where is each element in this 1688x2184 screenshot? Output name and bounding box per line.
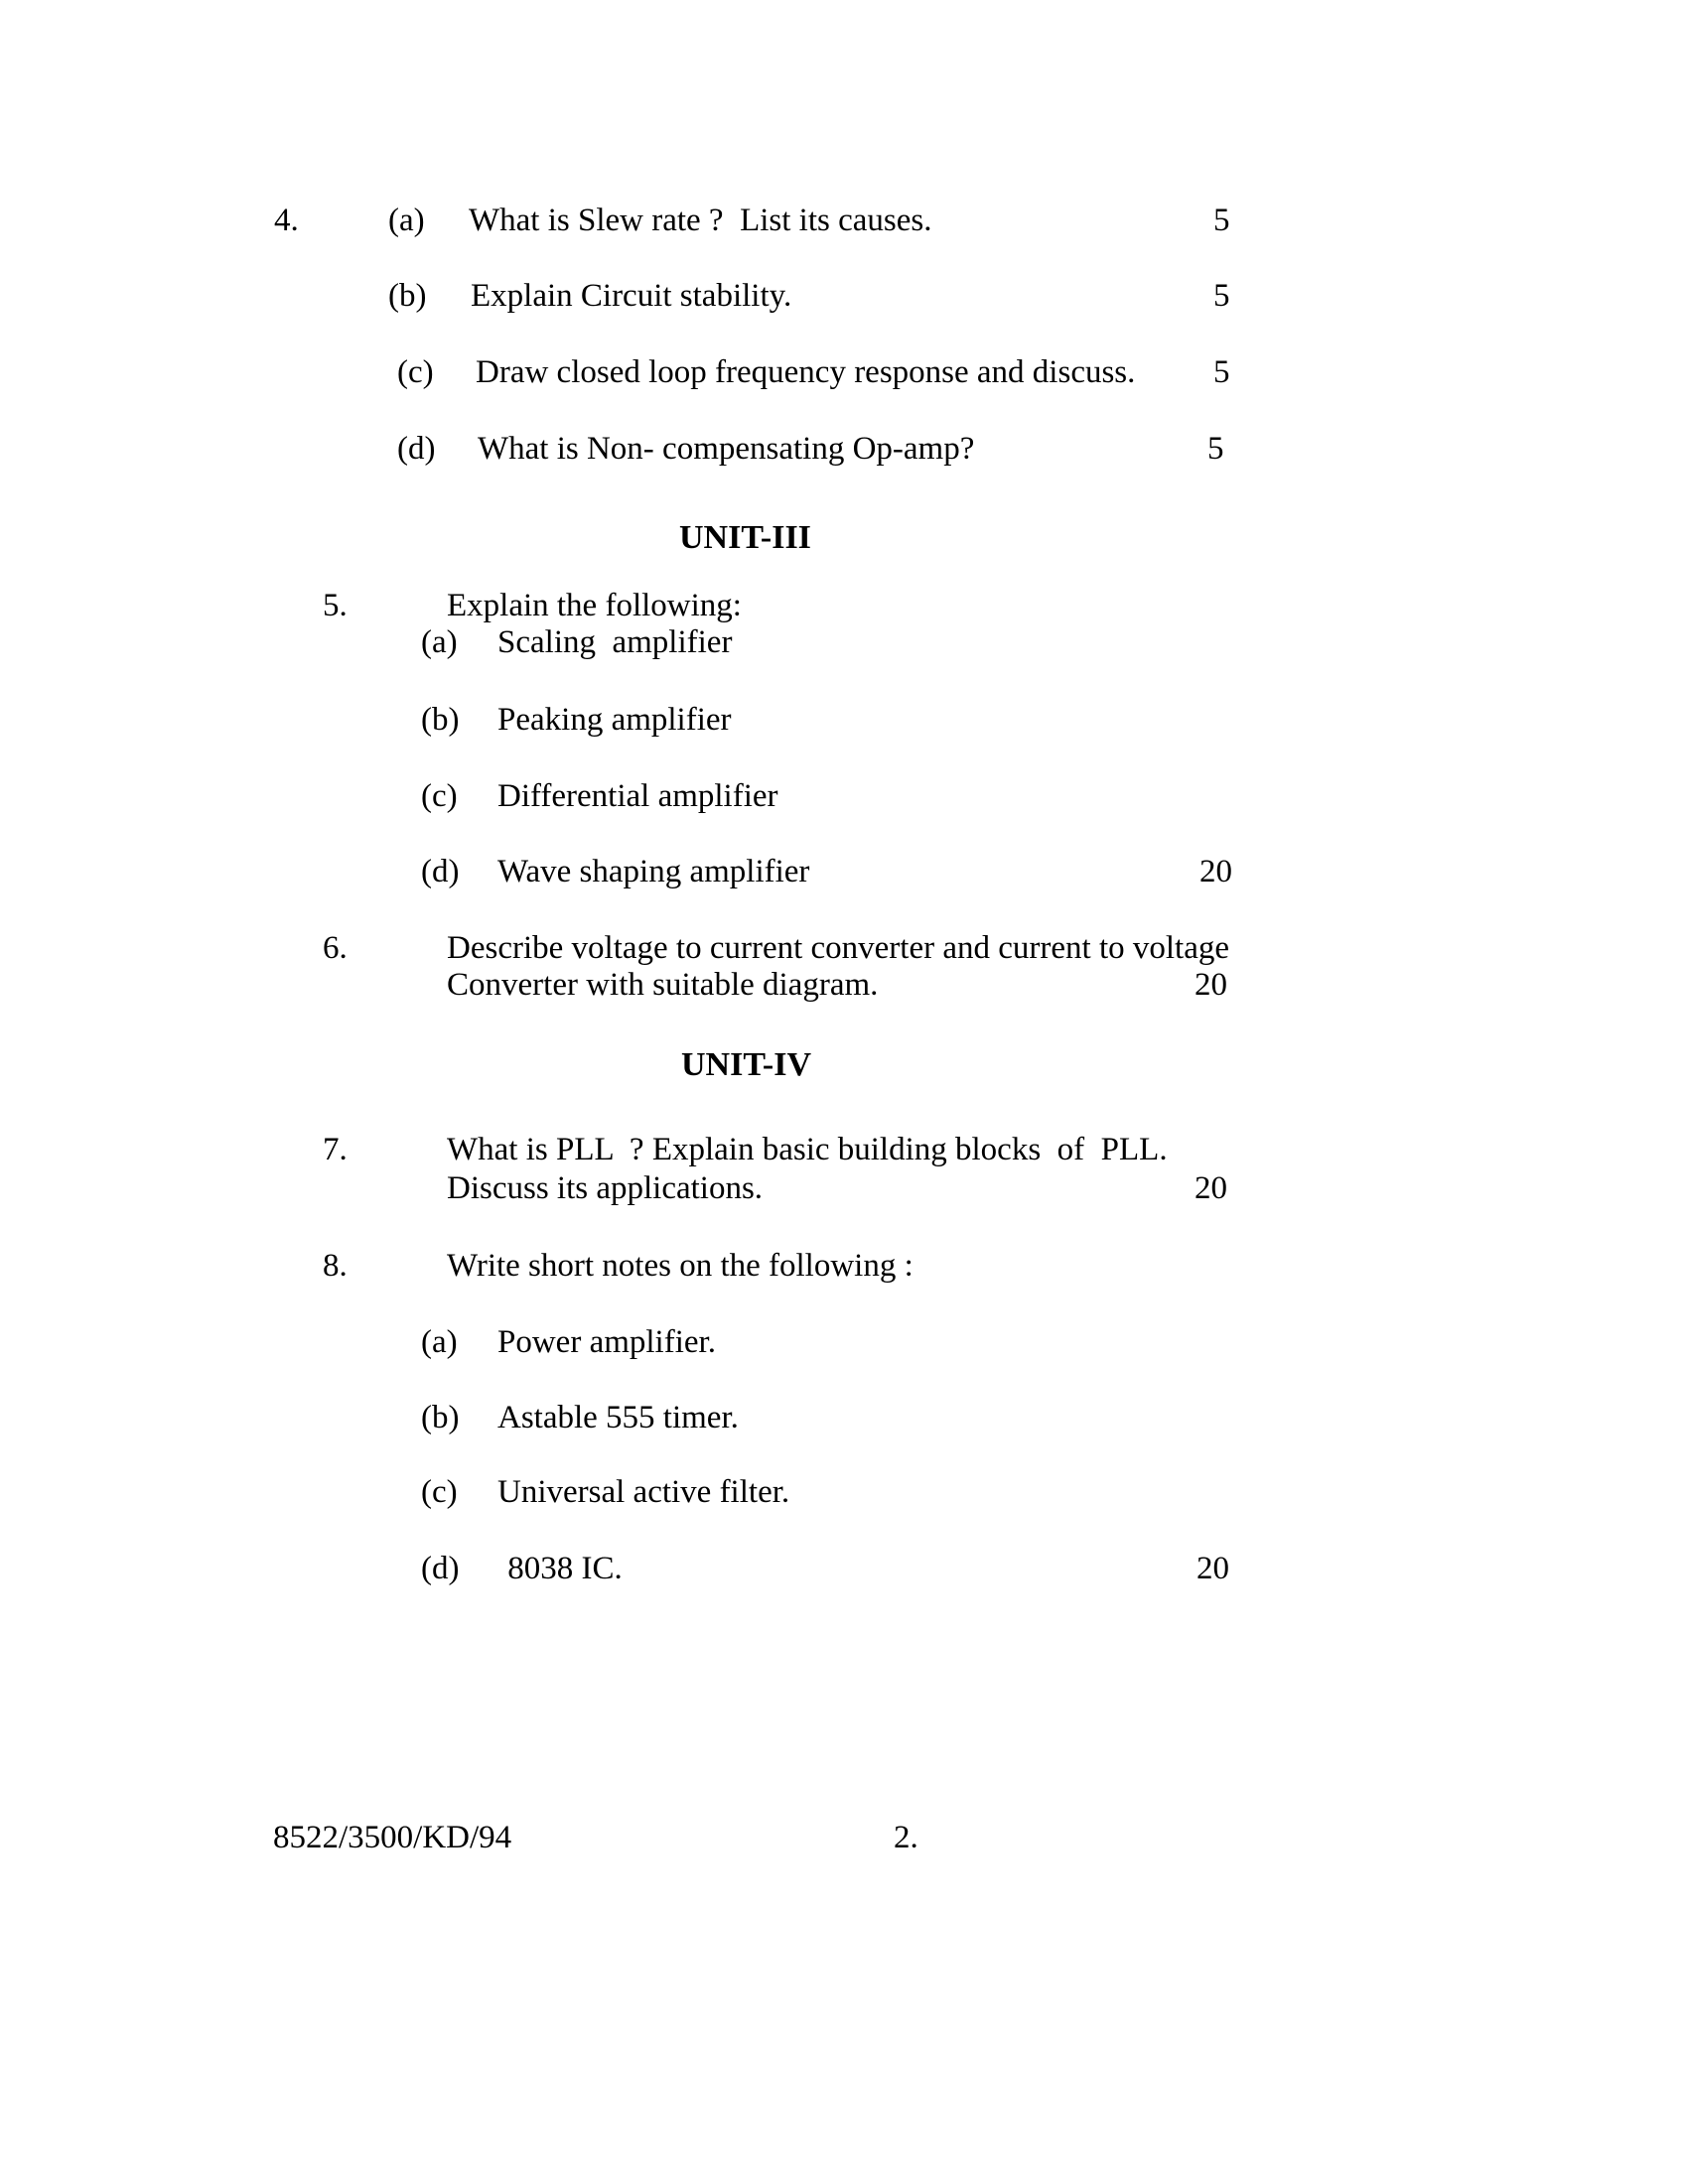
part-text: What is Non- compensating Op-amp?: [478, 431, 975, 467]
part-text: Differential amplifier: [497, 778, 778, 814]
part-text: Wave shaping amplifier: [497, 854, 810, 889]
part-label: (d): [421, 1551, 460, 1586]
question-marks: 20: [1196, 1551, 1229, 1586]
part-label: (c): [421, 778, 458, 814]
question-marks: 20: [1199, 854, 1232, 889]
question-intro: Explain the following:: [447, 588, 742, 623]
part-label: (a): [388, 203, 425, 238]
question-number: 7.: [323, 1132, 348, 1167]
part-text: Power amplifier.: [497, 1324, 716, 1360]
part-label: (d): [421, 854, 460, 889]
paper-code: 8522/3500/KD/94: [273, 1820, 512, 1855]
part-label: (c): [397, 354, 434, 390]
part-marks: 5: [1213, 354, 1230, 390]
part-text: Peaking amplifier: [497, 702, 732, 738]
part-label: (d): [397, 431, 436, 467]
section-heading-unit-iii: UNIT-III: [679, 519, 811, 556]
section-heading-unit-iv: UNIT-IV: [681, 1046, 812, 1083]
part-text: What is Slew rate ? List its causes.: [469, 203, 932, 238]
part-label: (c): [421, 1474, 458, 1510]
part-text: Explain Circuit stability.: [471, 278, 792, 314]
page-number: 2.: [894, 1820, 918, 1855]
question-number: 4.: [274, 203, 299, 238]
part-marks: 5: [1213, 203, 1230, 238]
part-label: (a): [421, 1324, 458, 1360]
question-number: 8.: [323, 1248, 348, 1284]
part-text: Scaling amplifier: [497, 624, 733, 660]
question-text-line2: Discuss its applications.: [447, 1170, 764, 1206]
part-text: Astable 555 timer.: [497, 1400, 739, 1435]
question-intro: Write short notes on the following :: [447, 1248, 914, 1284]
question-text-line1: Describe voltage to current converter and current to voltage: [447, 930, 1229, 966]
question-marks: 20: [1195, 967, 1227, 1003]
question-number: 6.: [323, 930, 348, 966]
part-text: Universal active filter.: [497, 1474, 790, 1510]
part-label: (a): [421, 624, 458, 660]
part-text: Draw closed loop frequency response and discuss.: [476, 354, 1136, 390]
part-marks: 5: [1207, 431, 1224, 467]
question-text-line2: Converter with suitable diagram.: [447, 967, 879, 1003]
part-label: (b): [388, 278, 427, 314]
part-label: (b): [421, 702, 460, 738]
part-marks: 5: [1213, 278, 1230, 314]
part-label: (b): [421, 1400, 460, 1435]
question-text-line1: What is PLL ? Explain basic building blocks of PLL.: [447, 1132, 1168, 1167]
question-number: 5.: [323, 588, 348, 623]
part-text: 8038 IC.: [499, 1551, 623, 1586]
question-marks: 20: [1195, 1170, 1227, 1206]
